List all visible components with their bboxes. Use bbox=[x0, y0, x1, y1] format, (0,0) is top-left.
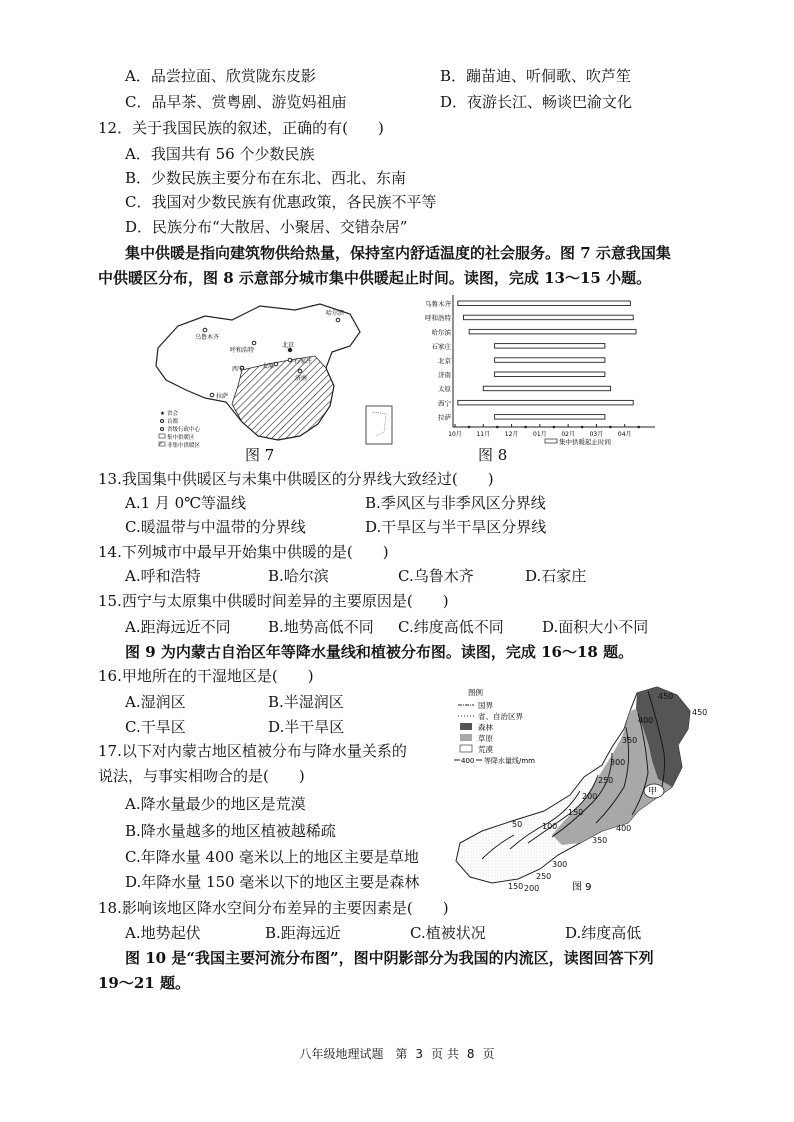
q16-option-b: B.半湿润区 bbox=[268, 693, 344, 711]
legend-label-capital: 省会 bbox=[167, 411, 179, 417]
city-tick-label: 乌鲁木齐 bbox=[425, 300, 451, 308]
figure-9-legend-title: 图例 bbox=[468, 688, 483, 697]
q14-option-c: C.乌鲁木齐 bbox=[398, 567, 474, 585]
q15-option-d: D.面积大小不同 bbox=[542, 618, 649, 636]
q15-option-b: B.地势高低不同 bbox=[268, 618, 374, 636]
x-mid-dot bbox=[637, 426, 640, 429]
legend-label-heating-zone: 集中供暖区 bbox=[167, 435, 195, 441]
city-label-urumqi: 乌鲁木齐 bbox=[195, 334, 220, 341]
intro-16-18: 图 9 为内蒙古自治区年等降水量线和植被分布图。读图，完成 16～18 题。 bbox=[125, 643, 634, 661]
intro-19-21-line1: 图 10 是“我国主要河流分布图”，图中阴影部分为我国的内流区，读图回答下列 bbox=[125, 949, 654, 967]
legend-isohyet-sample: 400 bbox=[461, 757, 475, 765]
q13-option-b: B.季风区与非季风区分界线 bbox=[365, 494, 546, 512]
heating-period-bar bbox=[495, 372, 605, 377]
city-tick-label: 哈尔滨 bbox=[431, 328, 451, 337]
legend-label-national-border: 国界 bbox=[478, 701, 493, 710]
city-label-lhasa: 拉萨 bbox=[216, 393, 229, 400]
legend-label-grassland: 草原 bbox=[478, 734, 493, 743]
q14-stem: 14.下列城市中最早开始集中供暖的是( ) bbox=[98, 543, 389, 561]
q15-option-c: C.纬度高低不同 bbox=[398, 618, 504, 636]
figure-8-chart bbox=[405, 293, 660, 453]
heating-period-bar bbox=[458, 301, 631, 306]
city-marker-taiyuan bbox=[274, 362, 278, 366]
figure-7-map bbox=[150, 298, 400, 463]
city-label-beijing: 北京 bbox=[282, 342, 295, 349]
q18-option-a: A.地势起伏 bbox=[125, 924, 201, 942]
x-tick-label: 10月 bbox=[448, 431, 462, 438]
q15-stem: 15.西宁与太原集中供暖时间差异的主要原因是( ) bbox=[98, 592, 449, 610]
isohyet-label-350b: 350 bbox=[592, 836, 608, 845]
city-tick-label: 西宁 bbox=[438, 399, 451, 408]
q13-option-c: C.暖温带与中温带的分界线 bbox=[125, 518, 306, 536]
x-mid-dot bbox=[581, 426, 584, 429]
city-label-xining: 西宁 bbox=[232, 366, 245, 373]
q12-option-d: D．民族分布“大散居、小聚居、交错杂居” bbox=[125, 218, 408, 236]
legend-label-provincial-center: 省级行政中心 bbox=[167, 427, 201, 433]
city-tick-label: 石家庄 bbox=[431, 342, 451, 351]
isohyet-label-200a: 200 bbox=[582, 792, 598, 801]
legend-capital-marker: ★ bbox=[160, 411, 165, 417]
heating-period-bar bbox=[495, 344, 605, 349]
q16-option-c: C.干旱区 bbox=[125, 718, 186, 736]
footer-page-mid: 页 共 bbox=[431, 1047, 459, 1061]
city-tick-label: 太原 bbox=[438, 385, 451, 394]
q12-option-a: A．我国共有 56 个少数民族 bbox=[125, 145, 315, 163]
legend-label-isohyet: 等降水量线/mm bbox=[484, 757, 535, 765]
legend-label-national-capital: 首都 bbox=[167, 419, 179, 425]
footer-page-suffix: 页 bbox=[482, 1047, 495, 1061]
q14-option-b: B.哈尔滨 bbox=[268, 567, 329, 585]
city-marker-harbin bbox=[336, 318, 340, 322]
q13-option-d: D.干旱区与半干旱区分界线 bbox=[365, 518, 547, 536]
q11-option-a: A．品尝拉面、欣赏陇东皮影 bbox=[125, 67, 316, 85]
legend-label-forest: 森林 bbox=[478, 723, 493, 732]
x-tick-label: 03月 bbox=[589, 431, 604, 438]
footer-page-number: 3 bbox=[415, 1047, 423, 1061]
place-jia-label: 甲 bbox=[648, 787, 658, 797]
q18-option-d: D.纬度高低 bbox=[565, 924, 642, 942]
isohyet-label-150a: 150 bbox=[568, 808, 584, 817]
q18-option-b: B.距海远近 bbox=[265, 924, 341, 942]
q11-option-b: B．蹦苗迪、听侗歌、吹芦笙 bbox=[440, 67, 632, 85]
figure-7-caption: 图 7 bbox=[245, 446, 275, 464]
city-marker-hohhot bbox=[252, 341, 256, 345]
city-label-jinan: 济南 bbox=[295, 375, 308, 382]
heating-period-bar bbox=[458, 400, 633, 405]
city-tick-label: 拉萨 bbox=[438, 413, 451, 422]
q12-option-c: C．我国对少数民族有优惠政策，各民族不平等 bbox=[125, 193, 437, 211]
q15-option-a: A.距海远近不同 bbox=[125, 618, 231, 636]
figure-9-legend bbox=[454, 687, 535, 765]
x-mid-dot bbox=[553, 426, 556, 429]
heating-period-bar bbox=[495, 358, 605, 363]
x-tick-label: 11月 bbox=[476, 431, 491, 438]
q13-stem: 13.我国集中供暖区与未集中供暖区的分界线大致经过( ) bbox=[98, 470, 494, 488]
figure-7-legend bbox=[159, 409, 201, 449]
q16-option-a: A.湿润区 bbox=[125, 693, 186, 711]
q16-option-d: D.半干旱区 bbox=[268, 718, 345, 736]
isohyet-label-450a: 450 bbox=[658, 692, 674, 701]
heating-period-bar bbox=[463, 315, 633, 320]
isohyet-label-400b: 400 bbox=[616, 824, 632, 833]
isohyet-label-300b: 300 bbox=[552, 860, 568, 869]
q17-option-b: B.降水量越多的地区植被越稀疏 bbox=[125, 822, 336, 840]
city-marker-jinan bbox=[298, 369, 302, 373]
isohyet-label-250a: 250 bbox=[598, 776, 614, 785]
x-mid-dot bbox=[609, 426, 612, 429]
figure-9-caption: 图 9 bbox=[572, 882, 592, 893]
city-label-harbin: 哈尔滨 bbox=[326, 310, 345, 317]
x-mid-dot bbox=[496, 426, 499, 429]
city-marker-urumqi bbox=[203, 328, 207, 332]
q11-option-c: C．品早茶、赏粤剧、游览妈祖庙 bbox=[125, 93, 347, 111]
x-mid-dot bbox=[524, 426, 527, 429]
isohyet-label-100: 100 bbox=[542, 822, 558, 831]
city-tick-label: 济南 bbox=[438, 371, 451, 379]
x-tick-label: 01月 bbox=[533, 431, 547, 438]
intro-19-21-line2: 19～21 题。 bbox=[98, 974, 190, 992]
city-marker-shijiazhuang bbox=[288, 358, 292, 362]
isohyet-label-400a: 400 bbox=[638, 716, 654, 725]
q12-stem: 12．关于我国民族的叙述，正确的有( ) bbox=[98, 119, 384, 137]
q12-option-b: B．少数民族主要分布在东北、西北、东南 bbox=[125, 169, 407, 187]
intro-13-15-line1: 集中供暖是指向建筑物供给热量，保持室内舒适温度的社会服务。图 7 示意我国集 bbox=[125, 244, 671, 262]
q17-option-c: C.年降水量 400 毫米以上的地区主要是草地 bbox=[125, 848, 419, 866]
figure-8-legend-label: 集中供暖起止时间 bbox=[559, 438, 611, 446]
isohyet-label-50: 50 bbox=[512, 820, 523, 829]
heating-period-bar bbox=[469, 329, 636, 334]
city-marker-lhasa bbox=[210, 393, 214, 397]
heating-period-bar bbox=[495, 415, 605, 420]
q13-option-a: A.1 月 0℃等温线 bbox=[125, 494, 247, 512]
x-tick-label: 02月 bbox=[561, 431, 575, 438]
city-tick-label: 北京 bbox=[438, 356, 451, 365]
q18-option-c: C.植被状况 bbox=[410, 924, 486, 942]
legend-label-non-heating-zone: 非集中供暖区 bbox=[167, 443, 201, 449]
city-label-hohhot: 呼和浩特 bbox=[230, 347, 255, 354]
figure-8-legend-swatch bbox=[545, 439, 557, 443]
isohyet-label-300a: 300 bbox=[610, 758, 626, 767]
q17-option-a: A.降水量最少的地区是荒漠 bbox=[125, 795, 306, 813]
footer-title: 八年级地理试题 bbox=[299, 1047, 384, 1061]
q18-stem: 18.影响该地区降水空间分布差异的主要因素是( ) bbox=[98, 899, 449, 917]
q17-stem-line2: 说法，与事实相吻合的是( ) bbox=[98, 767, 305, 785]
intro-13-15-line2: 中供暖区分布，图 8 示意部分城市集中供暖起止时间。读图，完成 13～15 小题。 bbox=[98, 269, 652, 287]
q11-option-d: D．夜游长江、畅谈巴渝文化 bbox=[440, 93, 633, 111]
isohyet-label-150b: 150 bbox=[508, 882, 524, 891]
q17-option-d: D.年降水量 150 毫米以下的地区主要是森林 bbox=[125, 873, 420, 891]
legend-label-desert: 荒漠 bbox=[478, 745, 493, 754]
q17-stem-line1: 17.以下对内蒙古地区植被分布与降水量关系的 bbox=[98, 742, 407, 760]
q16-stem: 16.甲地所在的干湿地区是( ) bbox=[98, 667, 314, 685]
city-tick-label: 呼和浩特 bbox=[425, 314, 451, 323]
figure-8-caption: 图 8 bbox=[478, 446, 508, 464]
isohyet-label-450b: 450 bbox=[692, 708, 708, 717]
page-footer bbox=[0, 1045, 794, 1062]
legend-label-provincial-border: 省、自治区界 bbox=[478, 712, 523, 721]
x-tick-label: 04月 bbox=[617, 431, 632, 438]
city-label-taiyuan: 太原 bbox=[262, 363, 275, 370]
isohyet-label-350a: 350 bbox=[622, 736, 638, 745]
x-mid-dot bbox=[468, 426, 471, 429]
heating-period-bar bbox=[483, 386, 610, 391]
footer-total-pages: 8 bbox=[466, 1047, 475, 1061]
isohyet-label-250b: 250 bbox=[536, 872, 552, 881]
footer-page-prefix: 第 bbox=[395, 1047, 408, 1061]
x-tick-label: 12月 bbox=[504, 431, 519, 438]
figure-9-map bbox=[452, 683, 722, 898]
q14-option-a: A.呼和浩特 bbox=[125, 567, 201, 585]
isohyet-label-200b: 200 bbox=[524, 884, 540, 893]
south-china-sea-inset bbox=[366, 406, 392, 444]
city-label-shijiazhuang: 石家庄 bbox=[294, 358, 313, 365]
q14-option-d: D.石家庄 bbox=[525, 567, 587, 585]
